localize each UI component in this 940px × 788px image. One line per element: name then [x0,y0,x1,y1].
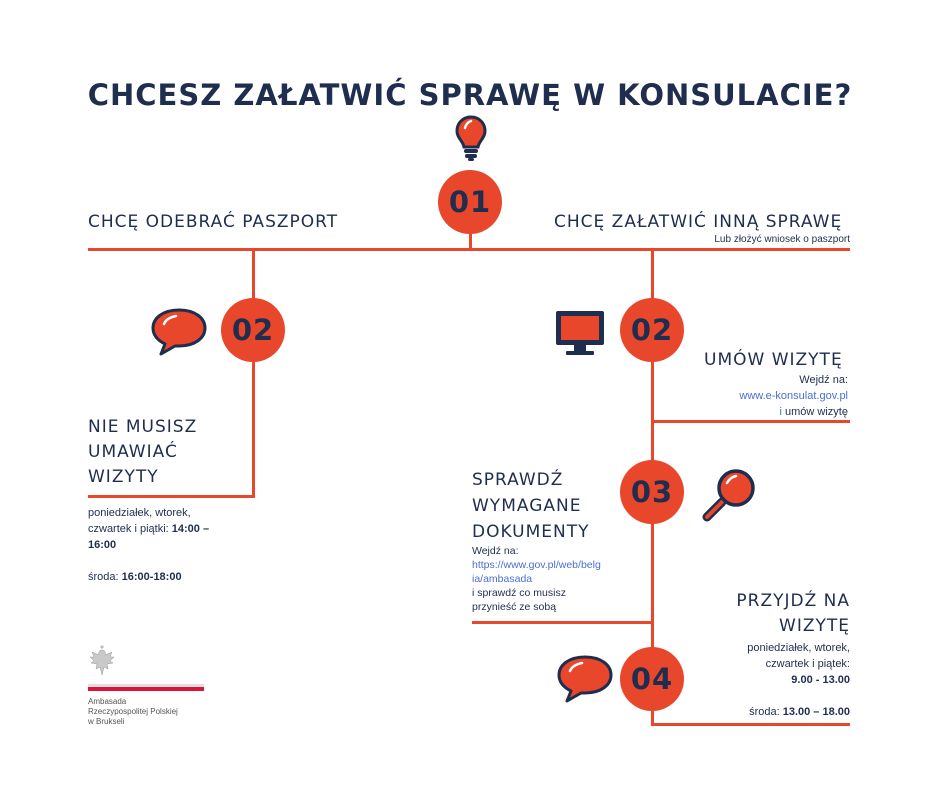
no-visit-line2: UMAWIAĆ [88,442,178,462]
right-appointment-line [651,420,850,423]
right-heading: CHCĘ ZAŁATWIĆ INNĄ SPRAWĘ [554,212,843,232]
eagle-emblem-icon [88,645,116,677]
left-hours-line3 [88,537,248,553]
left-hours [88,505,248,585]
logo-text [88,697,178,727]
visit-hours-line2: czwartek i piątek: [765,658,850,670]
left-wed-label: środa: [88,571,122,583]
left-hours-line2 [88,521,248,537]
logo-line1: Ambasada [88,697,127,706]
documents-line3: DOKUMENTY [472,522,590,542]
econsulat-link[interactable]: www.e-konsulat.gov.pl [739,390,848,402]
logo-line3: w Brukseli [88,717,125,726]
step-01-circle: 01 [438,170,502,234]
left-heading: CHCĘ ODEBRAĆ PASZPORT [88,212,339,232]
page-title: CHCESZ ZAŁATWIĆ SPRAWĘ W KONSULACIE? [87,78,853,112]
speech-bubble-icon [150,307,208,357]
appointment-book-visit: umów wizytę [781,406,848,418]
documents-line [472,621,654,624]
left-hours-line1: poniedziałek, wtorek, [88,507,191,519]
step-03-circle: 03 [620,460,684,524]
flag-red-stripe [88,687,204,691]
documents-check-line1: i sprawdź co musisz [472,587,566,599]
lightbulb-icon [454,114,488,162]
documents-info [472,544,642,614]
magnifier-icon [700,466,758,524]
appointment-go-to: Wejdź na: [799,374,848,386]
visit-wed-label: środa: [749,706,783,718]
left-hours-days: czwartek i piątki: [88,523,172,535]
no-visit-line3: WIZYTY [88,467,159,487]
documents-line2: WYMAGANE [472,496,582,516]
documents-check-line2: przynieść ze sobą [472,601,557,613]
logo-line2: Rzeczypospolitej Polskiej [88,707,178,716]
left-bottom-line [88,495,255,498]
visit-hours [680,640,850,688]
step-02-right-circle: 02 [620,298,684,362]
appointment-heading: UMÓW WIZYTĘ [704,350,843,370]
right-subheading: Lub złożyć wniosek o paszport [714,234,850,245]
documents-line1: SPRAWDŹ [472,470,564,490]
visit-wed-time: 13.00 – 18.00 [782,706,850,718]
left-hours-time1b: 16:00 [88,539,117,551]
left-hours-time1: 14:00 – [171,523,210,535]
monitor-icon [554,309,606,357]
visit-wednesday [680,704,850,720]
step-02-left-circle: 02 [221,298,285,362]
visit-hours-time: 9.00 - 13.00 [791,674,850,686]
visit-bottom-line [651,723,850,726]
visit-line2: WIZYTĘ [779,616,850,636]
no-visit-line1: NIE MUSISZ [88,417,198,437]
step-04-circle: 04 [620,647,684,711]
visit-line1: PRZYJDŹ NA [736,591,850,611]
left-wednesday [88,569,248,585]
gov-link-line2[interactable]: ia/ambasada [472,573,533,585]
left-wed-time: 16:00-18:00 [121,571,182,583]
appointment-info [660,372,848,420]
appointment-and: i [779,406,782,418]
visit-hours-line1: poniedziałek, wtorek, [747,642,850,654]
speech-bubble-icon [556,654,614,704]
left-vertical-line [252,250,255,498]
documents-go-to: Wejdź na: [472,545,519,557]
gov-link-line1[interactable]: https://www.gov.pl/web/belg [472,559,601,571]
